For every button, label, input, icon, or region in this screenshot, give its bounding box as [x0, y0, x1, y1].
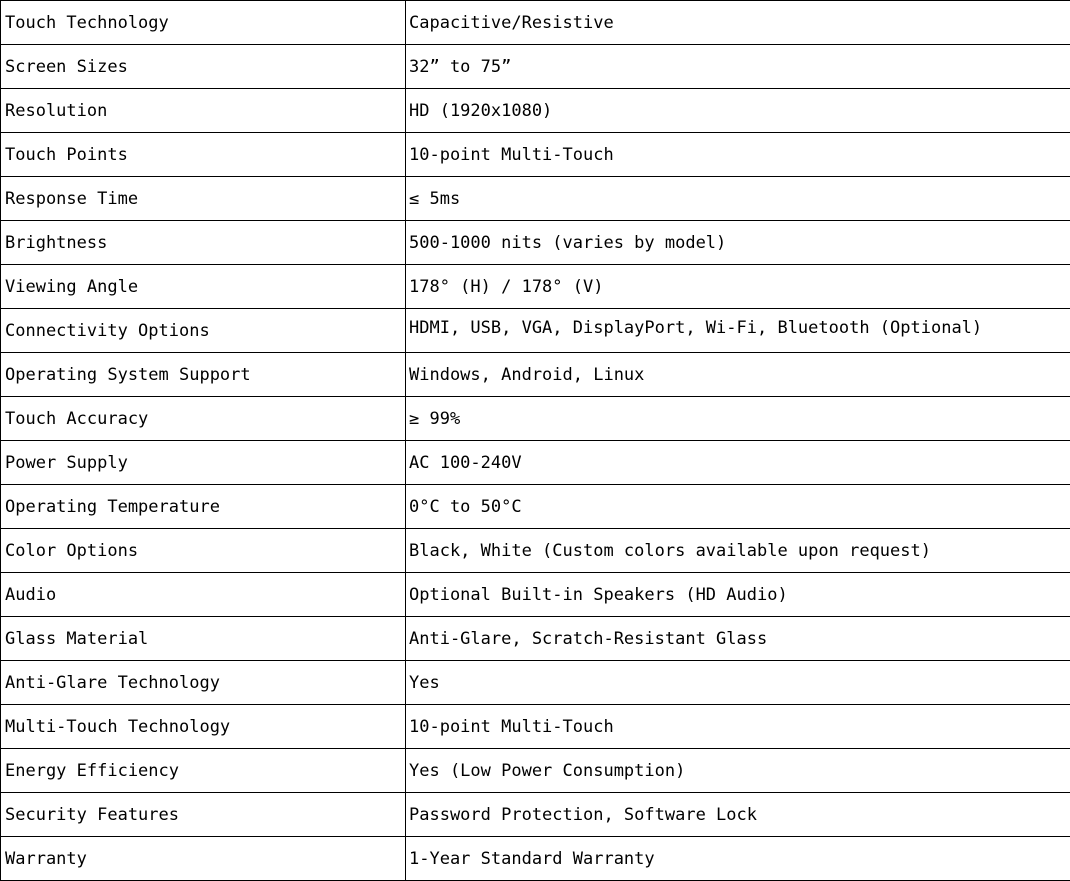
spec-value: Windows, Android, Linux [406, 353, 1070, 397]
spec-value: HD (1920x1080) [406, 89, 1070, 133]
spec-value: ≥ 99% [406, 397, 1070, 441]
table-row [1, 441, 1070, 485]
table-row [1, 529, 1070, 573]
spec-value: ≤ 5ms [406, 177, 1070, 221]
spec-label: Anti-Glare Technology [1, 661, 406, 705]
spec-value: 1-Year Standard Warranty [406, 837, 1070, 881]
table-row [1, 45, 1070, 89]
spec-label: Audio [1, 573, 406, 617]
table-row [1, 397, 1070, 441]
spec-label: Resolution [1, 89, 406, 133]
spec-label: Touch Points [1, 133, 406, 177]
spec-value: Optional Built-in Speakers (HD Audio) [406, 573, 1070, 617]
table-row [1, 705, 1070, 749]
spec-value-text: HDMI, USB, VGA, DisplayPort, Wi-Fi, Bluetooth (Optional) [409, 317, 983, 338]
spec-value: Password Protection, Software Lock [406, 793, 1070, 837]
spec-value: 10-point Multi-Touch [406, 705, 1070, 749]
spec-value: Black, White (Custom colors available upon request) [406, 529, 1070, 573]
spec-value: 0°C to 50°C [406, 485, 1070, 529]
spec-value: 10-point Multi-Touch [406, 133, 1070, 177]
spec-label: Screen Sizes [1, 45, 406, 89]
table-row [1, 749, 1070, 793]
spec-value: Anti-Glare, Scratch-Resistant Glass [406, 617, 1070, 661]
table-row [1, 617, 1070, 661]
spec-label: Operating System Support [1, 353, 406, 397]
spec-label: Security Features [1, 793, 406, 837]
spec-label: Connectivity Options [1, 309, 406, 353]
table-row [1, 309, 1070, 353]
table-row [1, 89, 1070, 133]
table-row [1, 133, 1070, 177]
table-row [1, 265, 1070, 309]
spec-value: AC 100-240V [406, 441, 1070, 485]
spec-label: Viewing Angle [1, 265, 406, 309]
spec-value: Yes [406, 661, 1070, 705]
table-row [1, 573, 1070, 617]
table-row [1, 177, 1070, 221]
spec-value: Yes (Low Power Consumption) [406, 749, 1070, 793]
spec-label: Operating Temperature [1, 485, 406, 529]
table-row [1, 485, 1070, 529]
spec-label: Warranty [1, 837, 406, 881]
spec-label: Multi-Touch Technology [1, 705, 406, 749]
table-row [1, 793, 1070, 837]
table-row [1, 221, 1070, 265]
spec-label: Touch Accuracy [1, 397, 406, 441]
table-row [1, 1, 1070, 45]
table-row [1, 353, 1070, 397]
spec-label: Brightness [1, 221, 406, 265]
spec-label: Glass Material [1, 617, 406, 661]
spec-value: 500-1000 nits (varies by model) [406, 221, 1070, 265]
spec-value: Capacitive/Resistive [406, 1, 1070, 45]
spec-label: Touch Technology [1, 1, 406, 45]
table-row [1, 837, 1070, 881]
spec-label: Color Options [1, 529, 406, 573]
table-row [1, 661, 1070, 705]
spec-label: Energy Efficiency [1, 749, 406, 793]
spec-label: Response Time [1, 177, 406, 221]
spec-value: 178° (H) / 178° (V) [406, 265, 1070, 309]
spec-label: Power Supply [1, 441, 406, 485]
spec-value: 32” to 75” [406, 45, 1070, 89]
spec-value [406, 309, 1070, 353]
